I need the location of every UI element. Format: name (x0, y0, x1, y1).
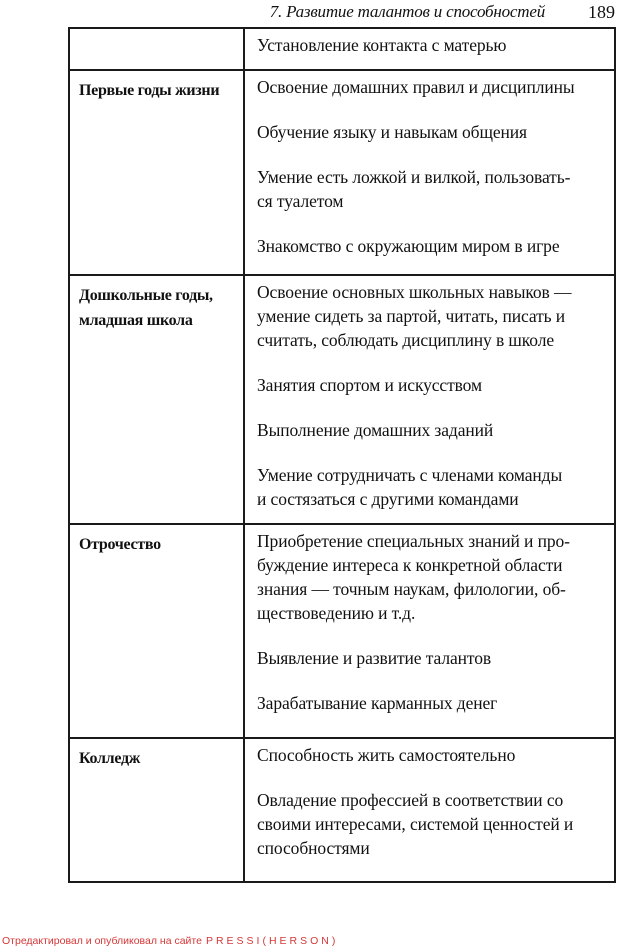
period-cell (69, 70, 244, 275)
table-row (69, 738, 615, 882)
table-row (69, 70, 615, 275)
task-item: Умение есть ложкой и вилкой, пользовать- ся туалетом (257, 167, 571, 211)
task-item: Зарабатывание карманных денег (257, 693, 498, 713)
table-row (69, 524, 615, 738)
publisher-brand[interactable]: PRESSI(HERSON) (205, 935, 339, 947)
period-cell (69, 28, 244, 70)
running-title: 7. Развитие талантов и способностей (269, 2, 545, 21)
task-item: Умение сотрудничать с членами команды и состязаться с другими командами (257, 465, 563, 509)
period-name: Первые годы жизни (79, 82, 220, 99)
task-item: Приобретение специальных знаний и про- буждение интереса к конкретной области знания — точным наукам, филологии, об- ществоведению и т.д. (257, 531, 570, 623)
tasks-cell (244, 275, 615, 524)
task-item: Знакомство с окружающим миром в игре (257, 236, 560, 256)
development-stages-table (68, 27, 616, 883)
period-name: Отрочество (79, 536, 161, 553)
period-cell (69, 524, 244, 738)
period-cell (69, 738, 244, 882)
page-number: 189 (588, 2, 615, 22)
publisher-footer (2, 935, 338, 947)
period-cell (69, 275, 244, 524)
table-row (69, 28, 615, 70)
table-row (69, 275, 615, 524)
tasks-cell (244, 738, 615, 882)
task-item: Занятия спортом и искусством (257, 375, 482, 395)
task-item: Овладение профессией в соответствии со своими интересами, системой ценностей и способностями (257, 790, 574, 858)
period-name: Колледж (79, 750, 141, 767)
running-head (0, 2, 620, 28)
task-item: Установление контакта с матерью (257, 35, 507, 55)
publisher-note: Отредактировал и опубликовал на сайте (2, 935, 202, 947)
task-item: Выполнение домашних заданий (257, 420, 494, 440)
period-name: Дошкольные годы, младшая школа (79, 287, 213, 329)
task-item: Способность жить самостоятельно (257, 745, 516, 765)
task-item: Освоение основных школьных навыков — умение сидеть за партой, читать, писать и считать, соблюдать дисциплину в школе (257, 282, 572, 350)
task-item: Выявление и развитие талантов (257, 648, 492, 668)
task-item: Освоение домашних правил и дисциплины (257, 77, 575, 97)
tasks-cell (244, 70, 615, 275)
tasks-cell (244, 524, 615, 738)
task-item: Обучение языку и навыкам общения (257, 122, 527, 142)
tasks-cell (244, 28, 615, 70)
